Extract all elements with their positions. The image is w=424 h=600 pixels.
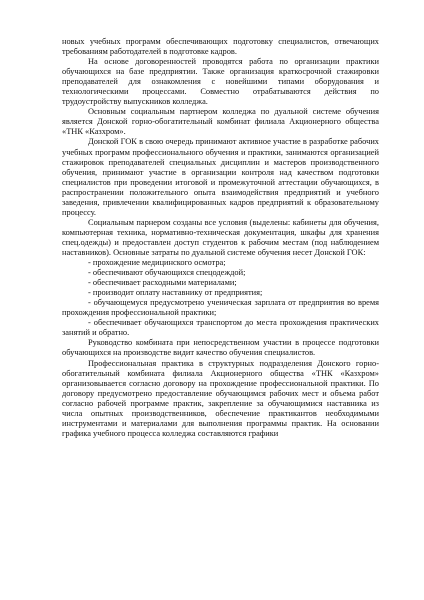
paragraph-agreements: На основе договоренностей проводятся работа по организации практики обучающихся на базе предприятии. Также организация краткосрочной стажировки преподавателей для ознакомления с новейшими типами оборудования и технологическими процессами. Совместно отрабатываются действия по трудоустройству выпускников колледжа. [62, 57, 379, 107]
paragraph-donskoy-gok: Донской ГОК в свою очередь принимают активное участие в разработке рабочих учебных программ профессионального обучения и практики, занимаются организацией стажировок преподавателей специальных дисциплин и мастеров производственного обучения, принимают участие в организации контроля над качеством подготовки специалистов при проведении итоговой и промежуточной аттестации обучающихся, в распространении положительного опыта взаимодействия предприятий и учебного заведения, привлечении квалифицированных кадров предприятий к образовательному процессу. [62, 137, 379, 217]
paragraph-management: Руководство комбината при непосредственном участии в процессе подготовки обучающихся на производстве видит качество обучения специалистов. [62, 338, 379, 358]
list-item: - производит оплату наставнику от предприятия; [88, 288, 263, 298]
paragraph-conditions: Социальным парнером созданы все условия (выделены: кабинеты для обучения, компьютерная техника, нормативно-техническая документация, шкафы для хранения спец.одежды) и предоставлен доступ студентов к рабочим местам (под наблюдением наставников). Основные затраты по дуальной системе обучения несет Донской ГОК: [62, 217, 379, 257]
list-item: - обеспечивает обучающихся транспортом до места прохождения практических занятий и обратно. [62, 318, 379, 338]
paragraph-intro-continuation: новых учебных программ обеспечивающих подготовку специалистов, отвечающих требованиям работодателей в подготовке кадров. [62, 37, 379, 57]
paragraph-social-partner: Основным социальным партнером колледжа по дуальной системе обучения является Донской горно-обогатительный комбинат филиала Акционерного общества «ТНК «Казхром». [62, 107, 379, 137]
paragraph-practice: Профессиональная практика в структурных подразделения Донского горно-обогатительный комбината филиала Акционерного общества «ТНК «Казхром» организовывается согласно договору на прохождение профессиональной практики. По договору предусмотрено предоставление обучающимся рабочих мест и объема работ согласно рабочей программе практик, закрепление за обучающимися наставника из числа опытных производственников, обеспечение практикантов необходимыми инструментами и материалами для выполнения программы практик. На основании графика учебного процесса колледжа составляются графики [62, 358, 379, 438]
list-item: - обеспечивает расходными материалами; [88, 278, 237, 288]
list-item: - прохождение медицинского осмотра; [88, 258, 226, 268]
list-item: - обучающемуся предусмотрено ученическая зарплата от предприятия во время прохождения профессиональной практики; [62, 298, 379, 318]
list-item: - обеспечивают обучающихся спецодеждой; [88, 268, 246, 278]
